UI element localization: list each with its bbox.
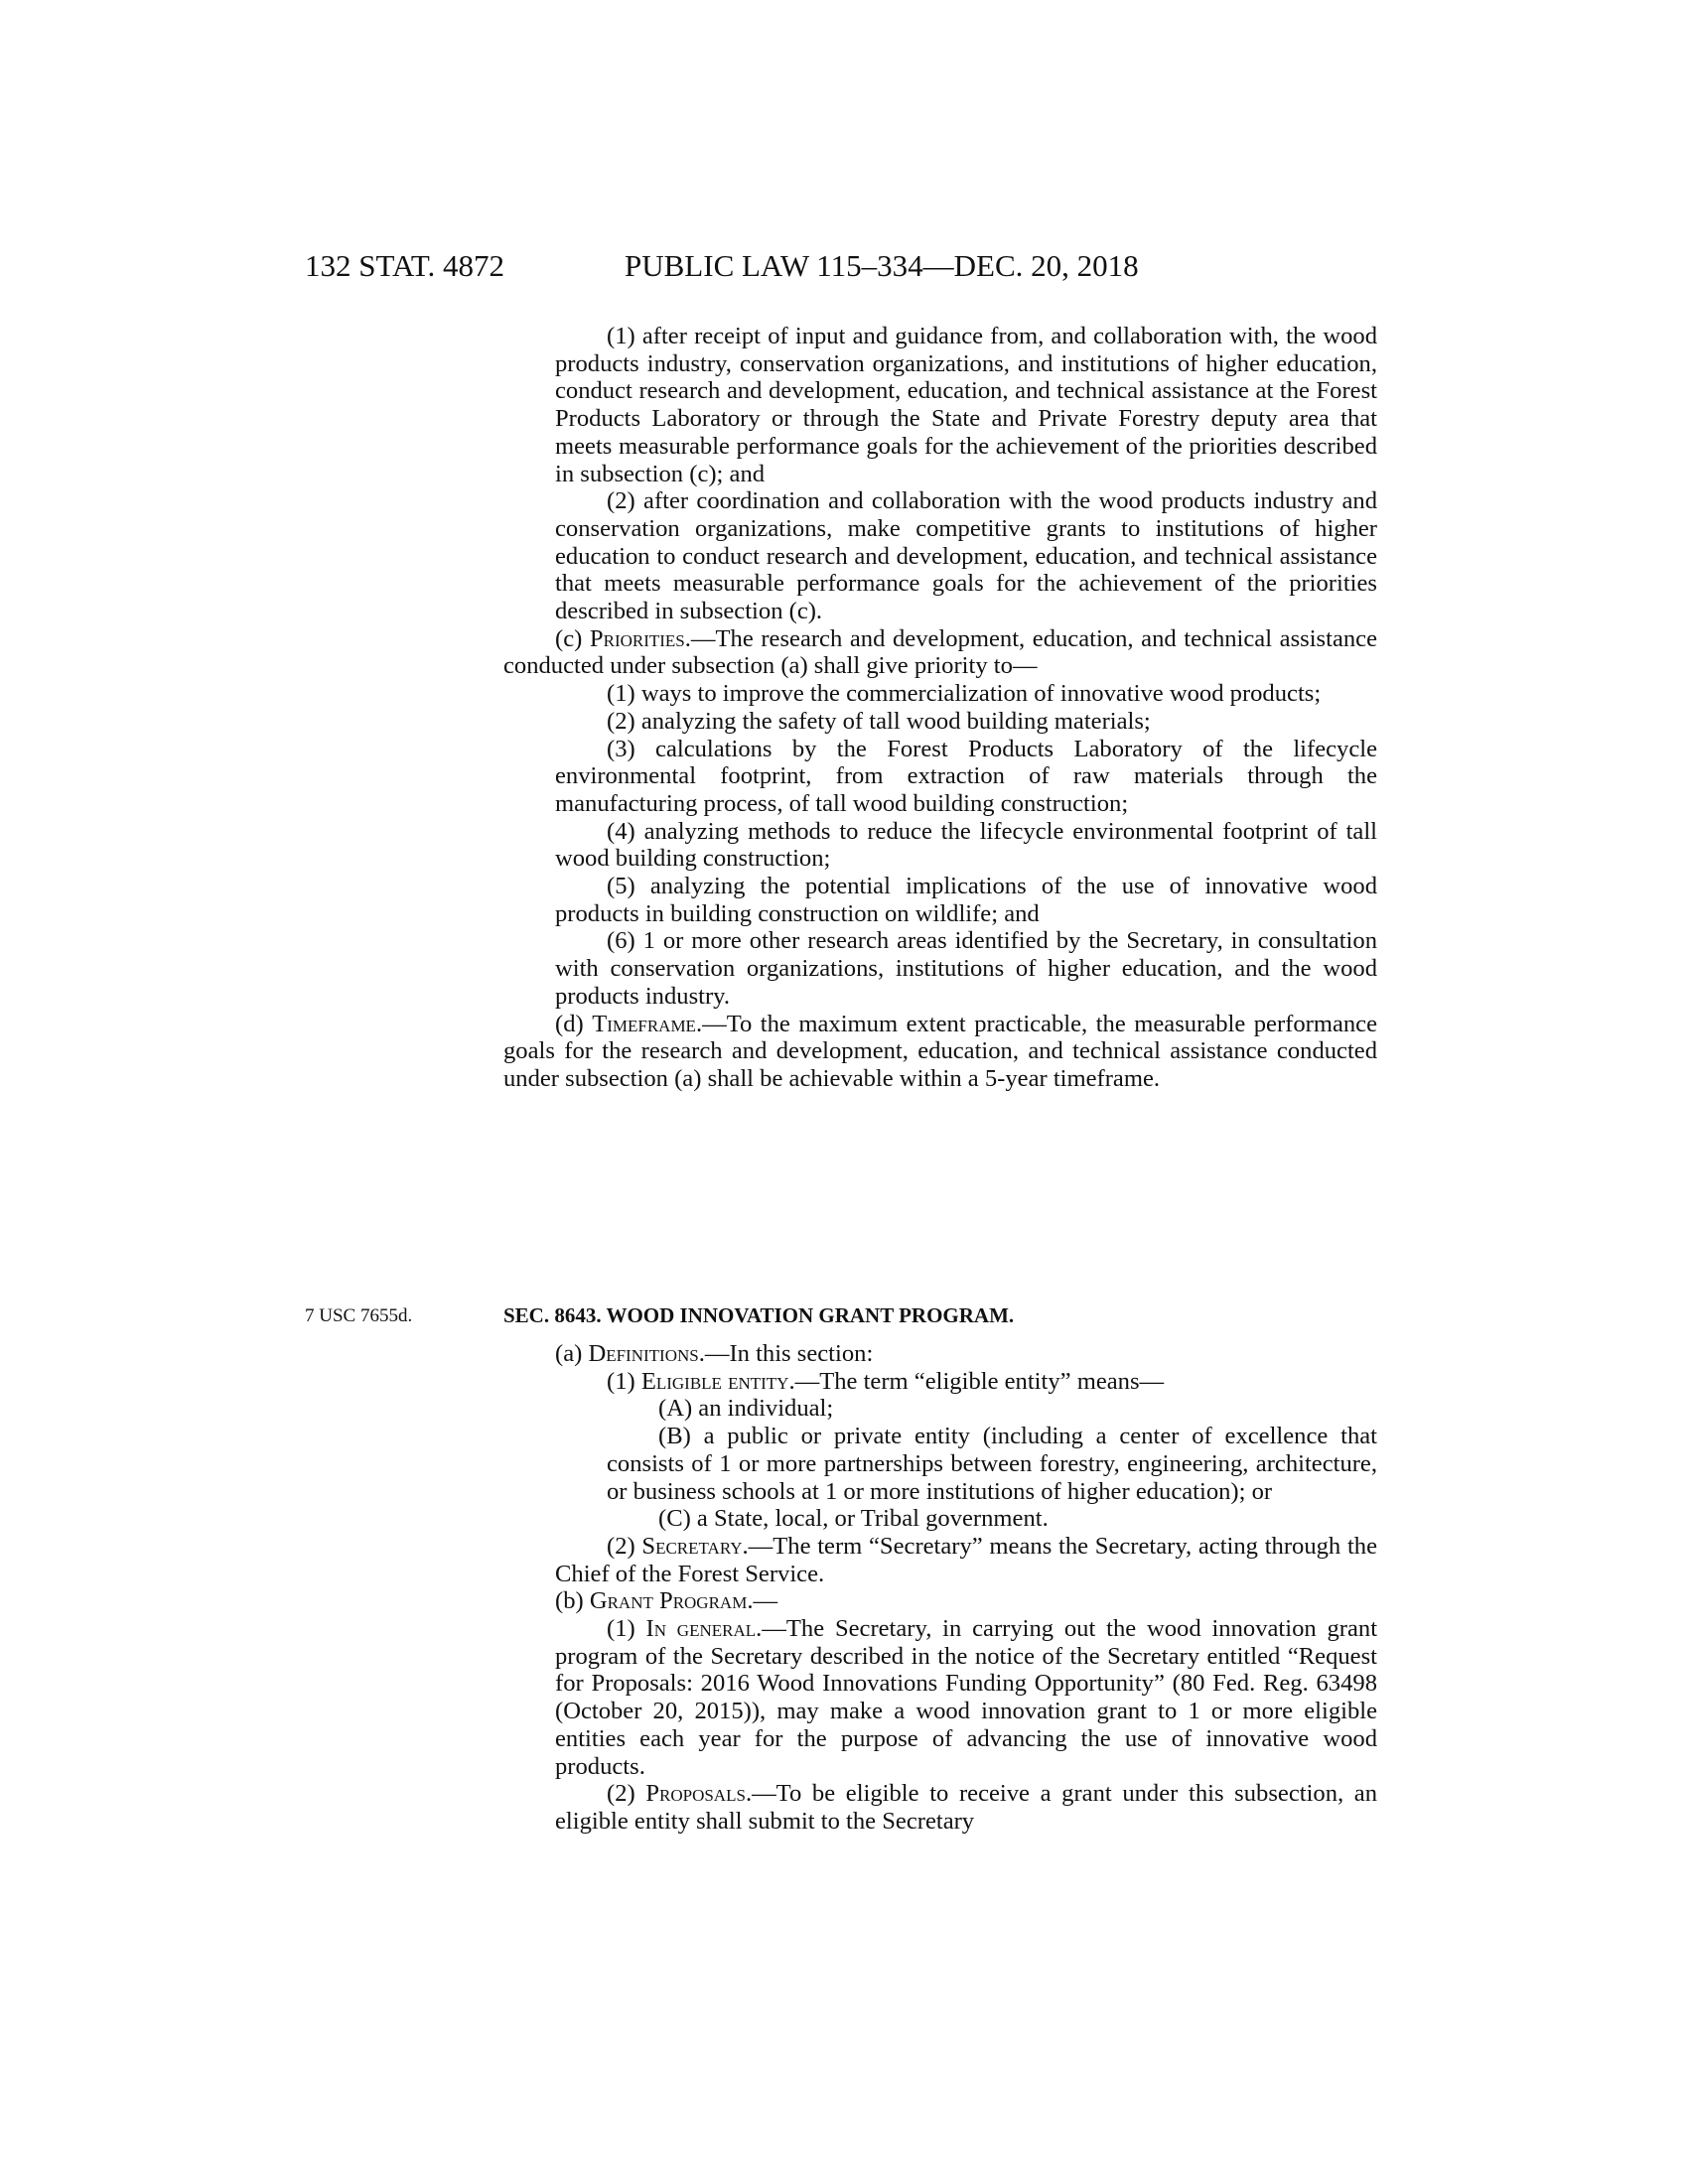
subsection-d-text: .—To the maximum extent practicable, the measurable performance goals for the research and development, education, and technical assistance conducted under subsection (a) shall be achievable within a 5-year timeframe. — [503, 1010, 1377, 1092]
priority-2: (2) analyzing the safety of tall wood building materials; — [607, 707, 1151, 735]
subsection-c-priorities — [503, 625, 1377, 680]
subsection-c-heading: Priorities — [589, 624, 685, 652]
definition-1-heading: Eligible entity — [640, 1367, 789, 1395]
public-law-reference: PUBLIC LAW 115–334—DEC. 20, 2018 — [625, 248, 1139, 283]
subsection-a-label: (a) — [555, 1340, 589, 1367]
definition-2-text: .—The term “Secretary” means the Secretary, acting through the Chief of the Forest Service. — [555, 1532, 1377, 1587]
priority-3: (3) calculations by the Forest Products Laboratory of the lifecycle environmental footprint, from extraction of raw materials through the manufacturing process, of tall wood building construction; — [555, 735, 1377, 817]
section-heading: SEC. 8643. WOOD INNOVATION GRANT PROGRAM. — [503, 1303, 1015, 1327]
section-8643-heading-row — [305, 1300, 1377, 1332]
section-8643-text — [503, 1340, 1377, 1836]
definition-eligible-entity — [503, 1368, 1377, 1396]
subsection-d-label: (d) — [555, 1010, 593, 1037]
paragraph-b-1: (1) after receipt of input and guidance from, and collaboration with, the wood products industry, conservation organizations, and institutions of higher education, conduct research and development, education, and technical assistance at the Forest Products Laboratory or through the State and Private Forestry deputy area that meets measurable performance goals for the achievement of the priorities described in subsection (c); and — [555, 323, 1377, 487]
eligible-entity-C: (C) a State, local, or Tribal government. — [658, 1505, 1049, 1533]
priority-1: (1) ways to improve the commercialization of innovative wood products; — [607, 680, 1322, 708]
paragraph-b-2: (2) after coordination and collaboration with the wood products industry and conservation organizations, make competitive grants to institutions of higher education to conduct research and development, education, and technical assistance that meets measurable performance goals for the achievement of the priorities described in subsection (c). — [555, 487, 1377, 625]
priority-4: (4) analyzing methods to reduce the lifecycle environmental footprint of tall wood building construction; — [555, 817, 1377, 873]
definition-secretary — [503, 1533, 1377, 1587]
grant-in-general — [503, 1615, 1377, 1780]
statute-page-reference: 132 STAT. 4872 — [305, 248, 505, 283]
definition-2-heading: Secretary — [641, 1532, 743, 1560]
grant-2-label: (2) — [607, 1780, 646, 1808]
grant-1-heading: In general — [645, 1615, 757, 1643]
subsection-b-grant-program — [503, 1587, 1377, 1615]
grant-2-heading: Proposals — [645, 1780, 746, 1808]
eligible-entity-B: (B) a public or private entity (including a center of excellence that consists of 1 or more partnerships between forestry, engineering, architecture, or business schools at 1 or more institutions of higher education); or — [607, 1423, 1377, 1505]
subsection-c-text: .—The research and development, education, and technical assistance conducted under subsection (a) shall give priority to— — [503, 624, 1378, 680]
grant-2-text: .—To be eligible to receive a grant under this subsection, an eligible entity shall submit to the Secretary — [555, 1780, 1378, 1835]
subsection-c-label: (c) — [555, 624, 590, 652]
subsection-d-heading: Timeframe — [592, 1010, 696, 1037]
priority-6: (6) 1 or more other research areas identified by the Secretary, in consultation with conservation organizations, institutions of higher education, and the wood products industry. — [555, 927, 1377, 1010]
grant-1-text: .—The Secretary, in carrying out the wood innovation grant program of the Secretary described in the notice of the Secretary entitled “Request for Proposals: 2016 Wood Innovations Funding Opportunity” (80 Fed. Reg. 63498 (October 20, 2015)), may make a wood innovation grant to 1 or more eligible entities each year for the purpose of advancing the use of innovative wood products. — [555, 1615, 1378, 1780]
priority-5: (5) analyzing the potential implications of the use of innovative wood products in building construction on wildlife; and — [555, 873, 1377, 927]
section-text-continued — [503, 323, 1377, 1093]
eligible-entity-A: (A) an individual; — [658, 1395, 834, 1423]
subsection-b-text: .— — [747, 1587, 778, 1615]
subsection-a-heading: Definitions — [588, 1340, 699, 1367]
definition-1-text: .—The term “eligible entity” means— — [788, 1367, 1165, 1395]
subsection-b-heading: Grant Program — [589, 1587, 748, 1615]
definition-1-label: (1) — [607, 1367, 641, 1395]
subsection-a-definitions — [503, 1340, 1377, 1368]
page-header — [305, 246, 1377, 286]
grant-1-label: (1) — [607, 1615, 646, 1643]
definition-2-label: (2) — [607, 1532, 642, 1560]
grant-proposals — [503, 1780, 1377, 1835]
usc-margin-note: 7 USC 7655d. — [305, 1305, 413, 1326]
subsection-d-timeframe — [503, 1011, 1377, 1093]
subsection-b-label: (b) — [555, 1587, 590, 1615]
subsection-a-text: .—In this section: — [698, 1340, 874, 1367]
